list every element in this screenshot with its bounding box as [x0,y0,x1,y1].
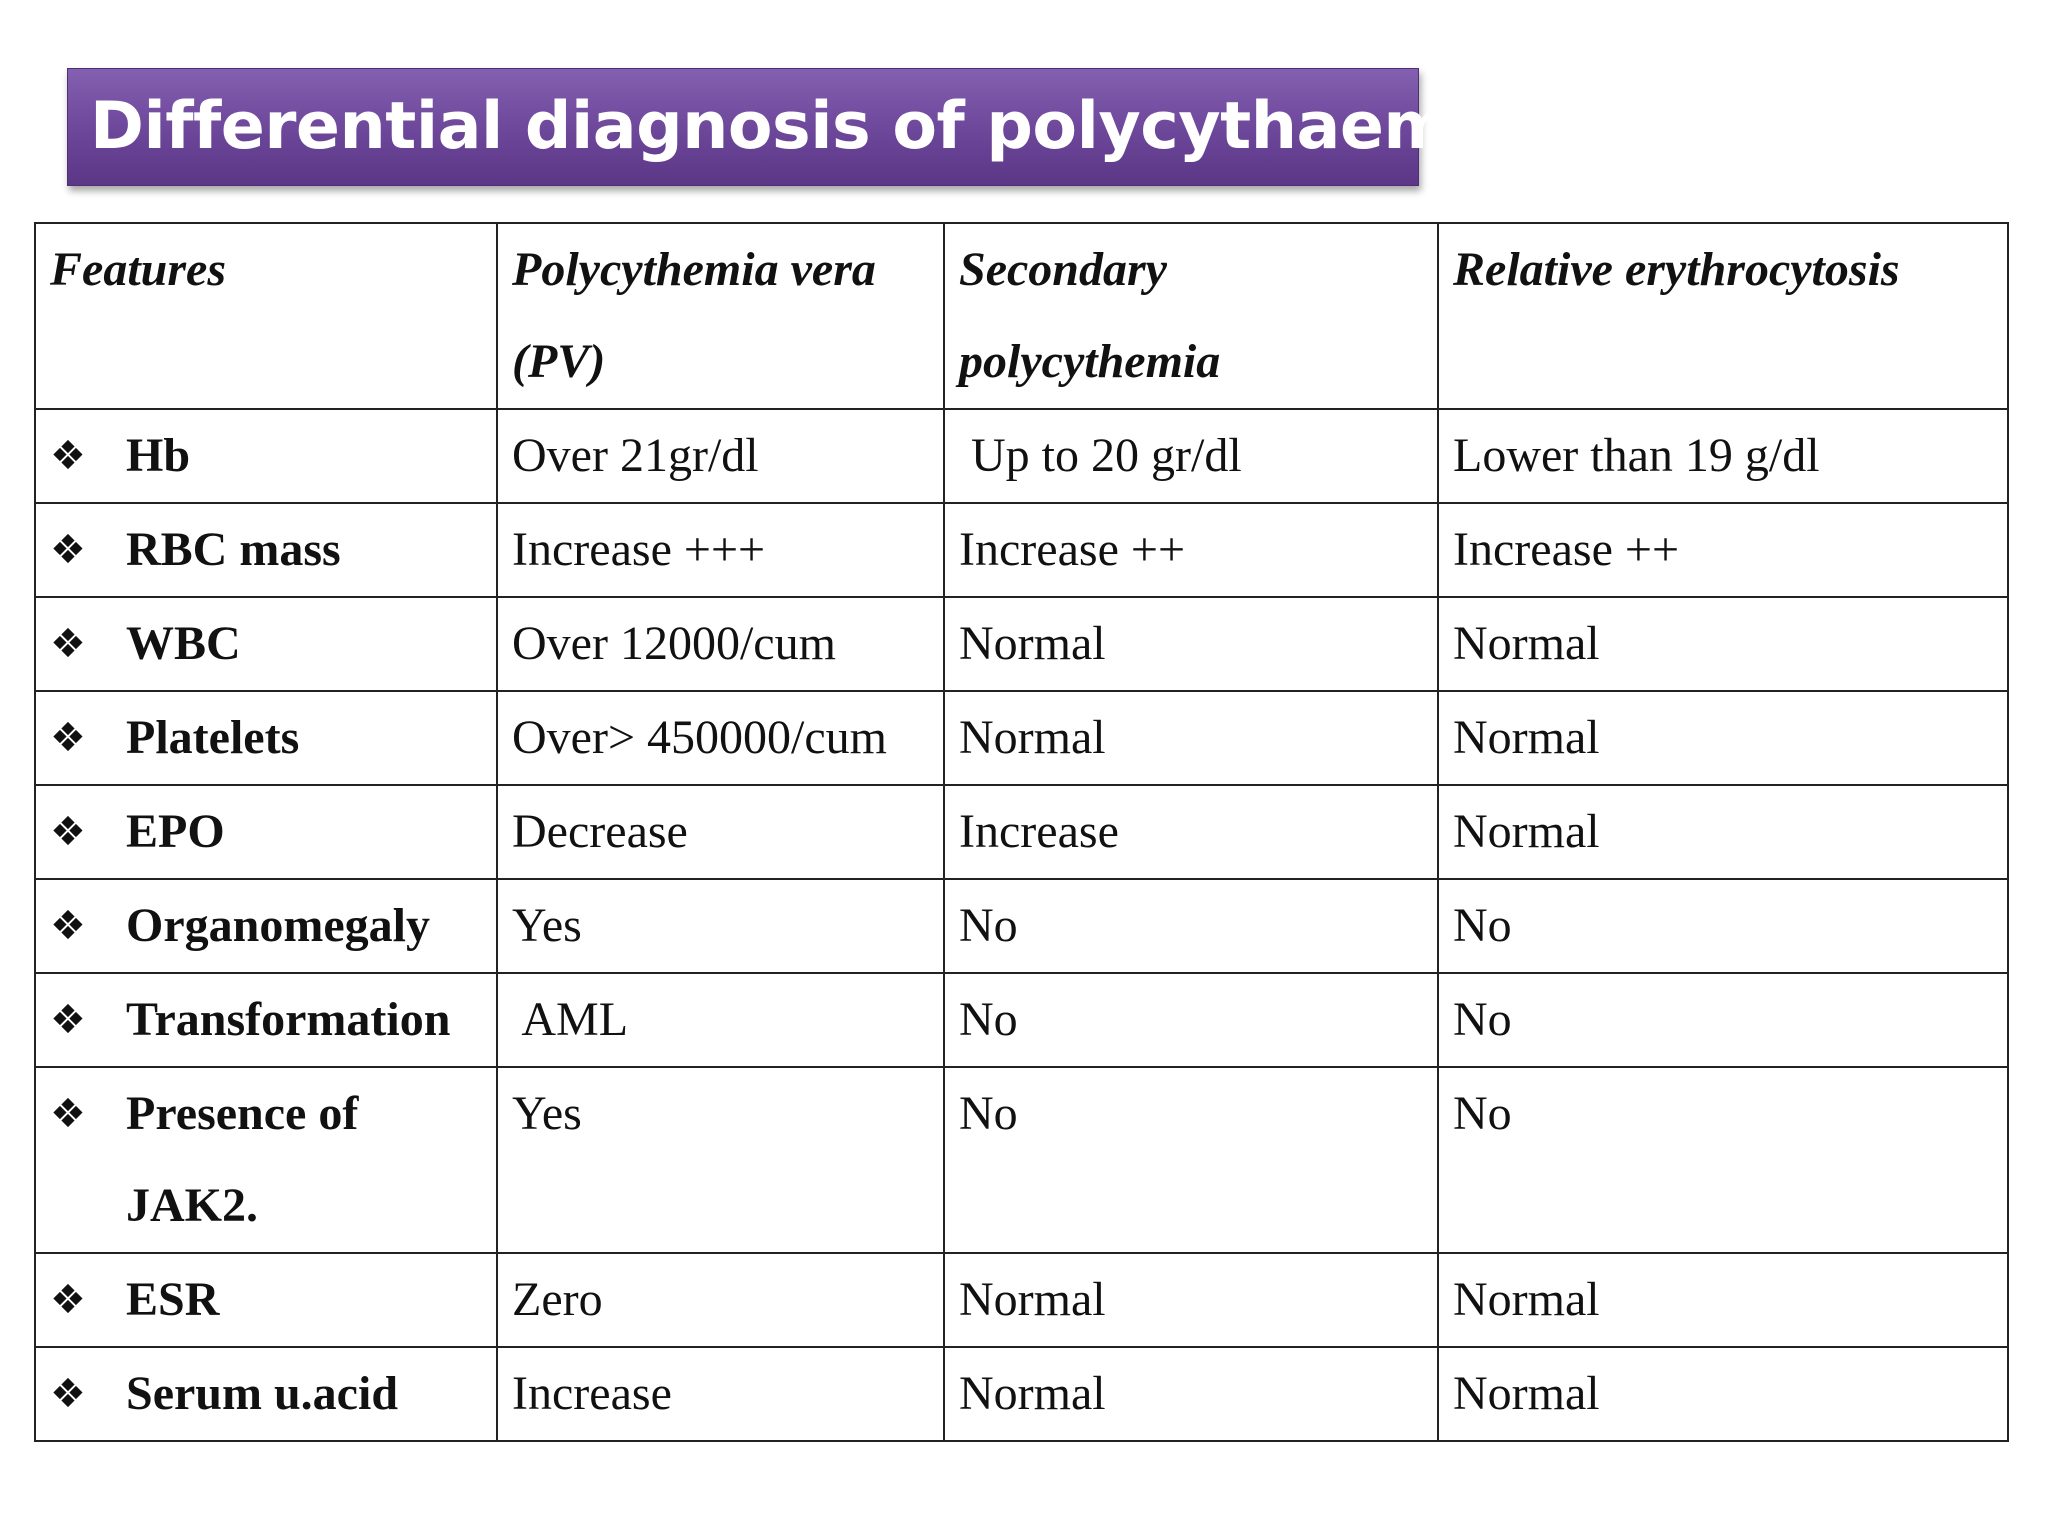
relative-cell: Normal [1438,785,2008,879]
pv-cell: Increase [497,1347,944,1441]
pv-cell: Over 12000/cum [497,597,944,691]
header-relative-erythrocytosis: Relative erythrocytosis [1438,223,2008,409]
pv-cell: Yes [497,879,944,973]
secondary-cell: Increase [944,785,1438,879]
header-features: Features [35,223,497,409]
differential-diagnosis-table [34,222,2009,1442]
diamond-bullet-icon: ❖ [50,715,86,761]
feature-label: Hb [126,429,191,482]
relative-cell: Normal [1438,1253,2008,1347]
pv-cell: Zero [497,1253,944,1347]
table-row [35,973,2008,1067]
secondary-cell: Normal [944,1347,1438,1441]
diamond-bullet-icon: ❖ [50,1091,86,1137]
relative-cell: Lower than 19 g/dl [1438,409,2008,503]
feature-cell [35,973,497,1067]
table-row [35,1253,2008,1347]
pv-cell: Increase +++ [497,503,944,597]
table-row [35,1067,2008,1253]
secondary-cell: Normal [944,597,1438,691]
feature-label: Serum u.acid [126,1367,399,1420]
feature-cell [35,1253,497,1347]
slide-title-banner [67,68,1516,186]
feature-label: RBC mass [126,523,341,576]
relative-cell: Increase ++ [1438,503,2008,597]
table-row [35,597,2008,691]
relative-cell: No [1438,973,2008,1067]
pv-cell: Over> 450000/cum [497,691,944,785]
diamond-bullet-icon: ❖ [50,997,86,1043]
diamond-bullet-icon: ❖ [50,1371,86,1417]
secondary-cell: Increase ++ [944,503,1438,597]
diamond-bullet-icon: ❖ [50,621,86,667]
feature-cell [35,691,497,785]
feature-cell [35,1067,497,1253]
feature-cell [35,597,497,691]
table-row [35,785,2008,879]
pv-cell: Decrease [497,785,944,879]
secondary-cell: No [944,1067,1438,1253]
pv-cell: Over 21gr/dl [497,409,944,503]
diamond-bullet-icon: ❖ [50,527,86,573]
table-row [35,409,2008,503]
feature-cell [35,409,497,503]
relative-cell: No [1438,879,2008,973]
secondary-cell: Normal [944,691,1438,785]
header-secondary-polycythemia: Secondary polycythemia [944,223,1438,409]
feature-cell [35,1347,497,1441]
feature-label: Transformation [126,993,451,1046]
table-row [35,691,2008,785]
secondary-cell: Normal [944,1253,1438,1347]
feature-cell [35,785,497,879]
feature-label: Organomegaly [126,899,430,952]
table-row [35,1347,2008,1441]
feature-label: WBC [126,617,241,670]
feature-label: Platelets [126,711,300,764]
secondary-cell: Up to 20 gr/dl [944,409,1438,503]
relative-cell: Normal [1438,1347,2008,1441]
diamond-bullet-icon: ❖ [50,903,86,949]
feature-label: EPO [126,805,225,858]
feature-cell [35,503,497,597]
table-row [35,503,2008,597]
pv-cell: Yes [497,1067,944,1253]
table-header-row [35,223,2008,409]
slide-title: Differential diagnosis of polycythaemia [90,89,1516,164]
feature-label: Presence of JAK2. [126,1087,359,1232]
feature-label: ESR [126,1273,220,1326]
pv-cell: AML [497,973,944,1067]
diamond-bullet-icon: ❖ [50,809,86,855]
secondary-cell: No [944,879,1438,973]
feature-cell [35,879,497,973]
relative-cell: Normal [1438,691,2008,785]
relative-cell: Normal [1438,597,2008,691]
header-polycythemia-vera: Polycythemia vera (PV) [497,223,944,409]
diamond-bullet-icon: ❖ [50,433,86,479]
diamond-bullet-icon: ❖ [50,1277,86,1323]
secondary-cell: No [944,973,1438,1067]
relative-cell: No [1438,1067,2008,1253]
table-row [35,879,2008,973]
